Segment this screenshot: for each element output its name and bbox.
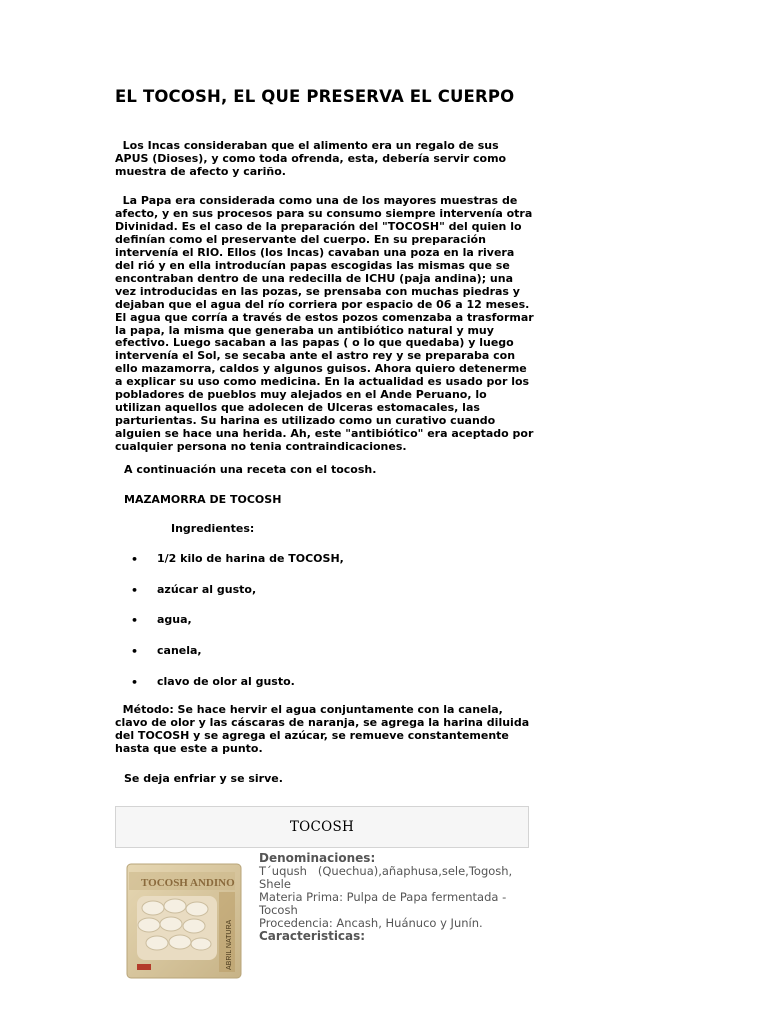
list-item: agua, bbox=[157, 613, 192, 626]
page-title: EL TOCOSH, EL QUE PRESERVA EL CUERPO bbox=[115, 87, 515, 106]
list-item: clavo de olor al gusto. bbox=[157, 675, 295, 688]
text-line: pobladores de pueblos muy alejados en el Ande Peruano, lo bbox=[115, 388, 487, 402]
text-line: hasta que este a punto. bbox=[115, 741, 263, 755]
text-line: la papa, la misma que generaba un antibiótico natural y muy bbox=[115, 323, 494, 337]
product-box-header bbox=[115, 806, 529, 848]
ingredients-label: Ingredientes: bbox=[171, 522, 255, 535]
text-line: Divinidad. Es el caso de la preparación del "TOCOSH" del quien lo bbox=[115, 219, 522, 233]
beans-illustration bbox=[137, 896, 217, 960]
list-item: canela, bbox=[157, 644, 202, 657]
text-line: cualquier persona no tenia contraindicaciones. bbox=[115, 440, 407, 454]
text-line: utilizan aquellos que adolecen de Ulceras estomacales, las bbox=[115, 401, 480, 415]
procedencia-line: Procedencia: Ancash, Huánuco y Junín. bbox=[259, 916, 483, 930]
text-line: clavo de olor y las cáscaras de naranja, se agrega la harina diluida bbox=[115, 715, 530, 729]
recipe-intro: A continuación una receta con el tocosh. bbox=[124, 463, 377, 476]
text-line: La Papa era considerada como una de los mayores muestras de bbox=[115, 194, 518, 207]
denominaciones-label: Denominaciones: bbox=[259, 851, 376, 865]
text-line: muestra de afecto y cariño. bbox=[115, 164, 286, 178]
text-line: intervenía el Sol, se secaba ante el astro rey y se preparaba con bbox=[115, 349, 516, 363]
product-brand-text: TOCOSH ANDINO bbox=[141, 877, 235, 889]
text-line: afecto, y en sus procesos para su consumo siempre intervenía otra bbox=[115, 206, 533, 220]
text-line: dejaban que el agua del río corriera por espacio de 06 a 12 meses. bbox=[115, 297, 530, 311]
method-paragraph bbox=[115, 704, 535, 756]
product-details bbox=[259, 852, 534, 943]
text-line: Los Incas consideraban que el alimento era un regalo de sus bbox=[115, 139, 499, 152]
recipe-title: MAZAMORRA DE TOCOSH bbox=[124, 493, 282, 506]
bullet-icon: • bbox=[131, 676, 139, 689]
product-box-title: TOCOSH bbox=[289, 819, 355, 835]
text-line: APUS (Dioses), y como toda ofrenda, esta, debería servir como bbox=[115, 151, 507, 165]
text-line: efectivo. Luego sacaban a las papas ( o lo que quedaba) y luego bbox=[115, 336, 514, 350]
intro-paragraph bbox=[115, 140, 535, 179]
text-line: alguien se hace una herida. Ah, este "antibiótico" era aceptado por bbox=[115, 427, 534, 441]
materia-prima-line: Materia Prima: Pulpa de Papa fermentada - bbox=[259, 890, 507, 904]
text-line: vez introducidas en las pozas, se prensaba con muchas piedras y bbox=[115, 284, 520, 298]
list-item: azúcar al gusto, bbox=[157, 583, 257, 596]
product-image bbox=[125, 862, 243, 980]
text-line: ello mazamorra, caldos y algunos guisos. Ahora quiero detenerme bbox=[115, 362, 527, 376]
product-side-text: ABRIL NATURA bbox=[226, 919, 233, 970]
caracteristicas-label: Caracteristicas: bbox=[259, 929, 366, 943]
text-line: encontraban dentro de una redecilla de ICHU (paja andina); una bbox=[115, 271, 514, 285]
text-line: definían como el preservante del cuerpo. En su preparación bbox=[115, 232, 486, 246]
materia-prima-line: Tocosh bbox=[259, 903, 298, 917]
text-line: del rió y en ella introducían papas escogidas las mismas que se bbox=[115, 258, 510, 272]
text-line: intervenía el RIO. Ellos (los Incas) cavaban una poza en la rivera bbox=[115, 245, 515, 259]
bullet-icon: • bbox=[131, 645, 139, 658]
text-line: del TOCOSH y se agrega el azúcar, se remueve constantemente bbox=[115, 728, 509, 742]
denominaciones-line: T´uqush (Quechua),añaphusa,sele,Togosh, bbox=[259, 864, 513, 878]
denominaciones-line: Shele bbox=[259, 877, 291, 891]
text-line: parturientas. Su harina es utilizado como un curativo cuando bbox=[115, 414, 496, 428]
list-item: 1/2 kilo de harina de TOCOSH, bbox=[157, 552, 344, 565]
history-paragraph bbox=[115, 195, 535, 454]
text-line: a explicar su uso como medicina. En la actualidad es usado por los bbox=[115, 375, 530, 389]
serve-note: Se deja enfriar y se sirve. bbox=[124, 772, 283, 785]
bullet-icon: • bbox=[131, 553, 139, 566]
bullet-icon: • bbox=[131, 614, 139, 627]
text-line: El agua que corría a través de estos pozos comenzaba a trasformar bbox=[115, 310, 534, 324]
text-line: Método: Se hace hervir el agua conjuntamente con la canela, bbox=[115, 703, 503, 716]
bullet-icon: • bbox=[131, 584, 139, 597]
